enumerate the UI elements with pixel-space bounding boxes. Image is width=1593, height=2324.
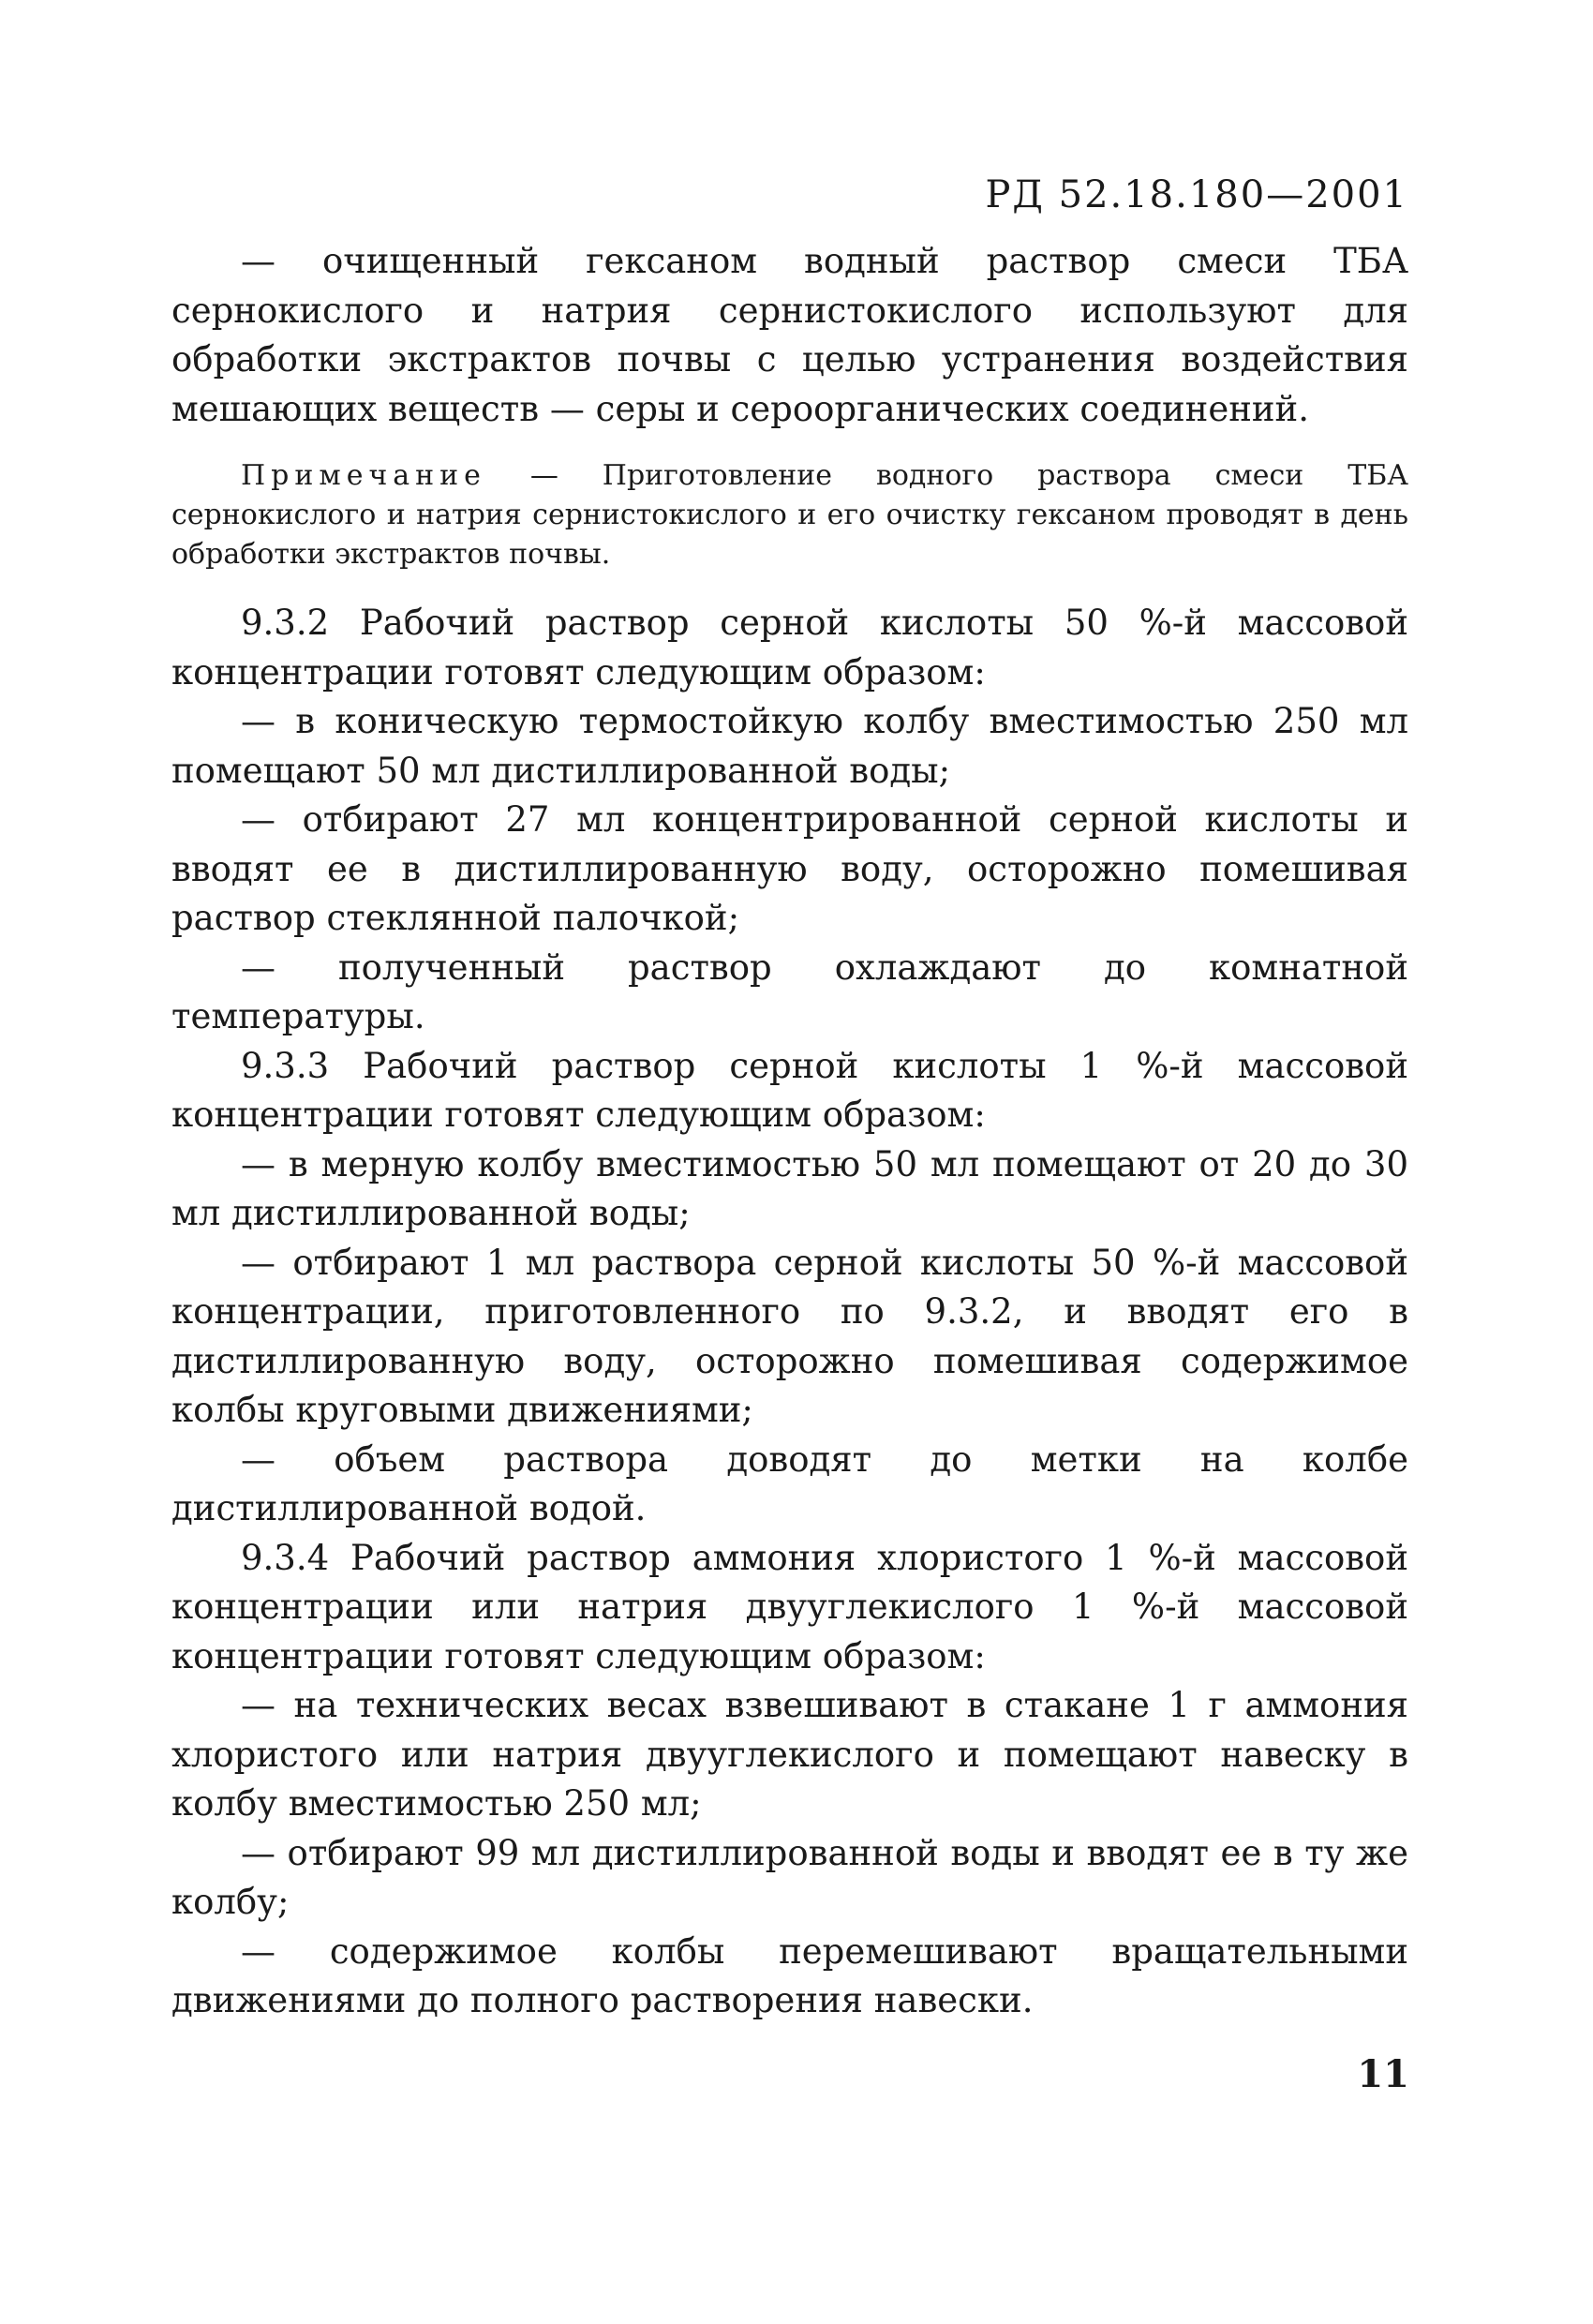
section-9-3-2-item: — отбирают 27 мл концентрированной серной кислоты и вводят ее в дистиллированную воду, осторожно помешивая раствор стеклянной палочкой; (171, 799, 1408, 938)
section-9-3-3-item: — отбирают 1 мл раствора серной кислоты 50 %-й массовой концентрации, приготовленного по 9.3.2, и вводят его в дистиллированную воду, осторожно помешивая содержимое колбы круговыми движениями; (171, 1242, 1408, 1430)
section-9-3-4-item: — на технических весах взвешивают в стакане 1 г аммония хлористого или натрия двууглекислого и помещают навеску в колбу вместимостью 250 мл; (171, 1685, 1408, 1824)
note-text: — Приготовление водного раствора смеси ТБА сернокислого и натрия сернистокислого и его очистку гексаном проводят в день обработки экстрактов почвы. (171, 459, 1408, 571)
section-9-3-3-title: 9.3.3 Рабочий раствор серной кислоты 1 %-й массовой концентрации готовят следующим образом: (171, 1045, 1408, 1135)
section-9-3-3-item: — в мерную колбу вместимостью 50 мл помещают от 20 до 30 мл дистиллированной воды; (171, 1143, 1408, 1233)
note-label: Примечание (241, 459, 486, 492)
paragraph-intro: — очищенный гексаном водный раствор смеси ТБА сернокислого и натрия сернистокислого используют для обработки экстрактов почвы с целью устранения воздействия мешающих веществ — серы и сероорганических соединений. (171, 241, 1408, 429)
document-code: РД 52.18.180—2001 (985, 173, 1408, 216)
section-9-3-4-item: — отбирают 99 мл дистиллированной воды и вводят ее в ту же колбу; (171, 1832, 1408, 1922)
page-number: 11 (1357, 2052, 1409, 2096)
section-9-3-3-item: — объем раствора доводят до метки на колбе дистиллированной водой. (171, 1438, 1408, 1528)
section-9-3-4-item: — содержимое колбы перемешивают вращательными движениями до полного растворения навески. (171, 1930, 1408, 2020)
note (171, 456, 1408, 574)
section-9-3-2-item: — полученный раствор охлаждают до комнатной температуры. (171, 946, 1408, 1036)
section-9-3-4-title: 9.3.4 Рабочий раствор аммония хлористого 1 %-й массовой концентрации или натрия двууглекислого 1 %-й массовой концентрации готовят следующим образом: (171, 1537, 1408, 1676)
document-page (171, 173, 1408, 2026)
section-9-3-2-title: 9.3.2 Рабочий раствор серной кислоты 50 %-й массовой концентрации готовят следующим образом: (171, 603, 1408, 693)
section-9-3-2-item: — в коническую термостойкую колбу вместимостью 250 мл помещают 50 мл дистиллированной воды; (171, 701, 1408, 791)
